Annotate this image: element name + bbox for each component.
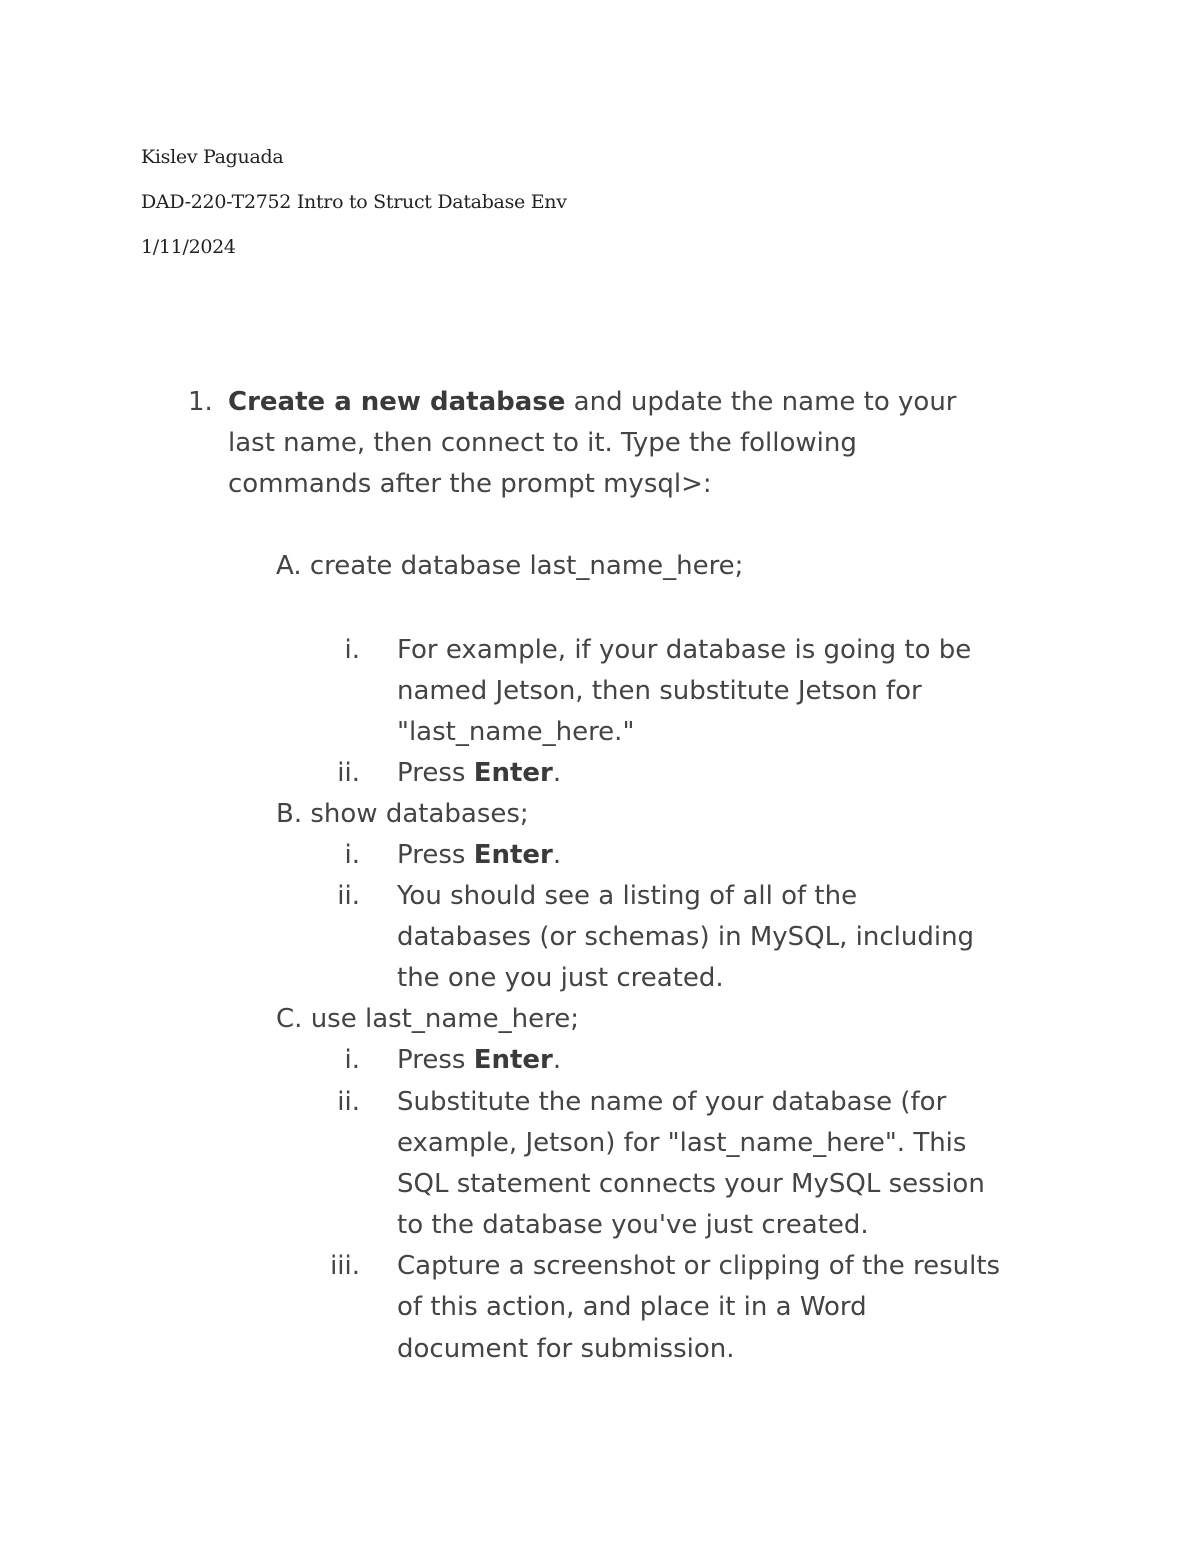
step-1-line-2: last name, then connect to it. Type the following	[228, 428, 857, 458]
item-line: to the database you've just created.	[397, 1210, 869, 1240]
item-line: document for submission.	[397, 1334, 735, 1364]
item-marker: i.	[344, 1045, 360, 1075]
sql-command: create database last_name_here;	[309, 551, 744, 581]
item-marker: ii.	[337, 1087, 360, 1117]
item-line: of this action, and place it in a Word	[397, 1292, 867, 1322]
item-marker: i.	[344, 840, 360, 870]
sql-command: use last_name_here;	[310, 1004, 579, 1034]
step-1-bold-lead: Create a new database	[228, 387, 566, 417]
item-line: named Jetson, then substitute Jetson for	[397, 676, 922, 706]
item-line: Capture a screenshot or clipping of the results	[397, 1251, 1001, 1281]
item-line: the one you just created.	[397, 963, 724, 993]
step-1-line-3: commands after the prompt mysql>:	[228, 469, 712, 499]
substep-a	[276, 549, 743, 583]
item-line: example, Jetson) for "last_name_here". This	[397, 1128, 967, 1158]
sql-command: show databases;	[310, 799, 529, 829]
step-1-lead	[228, 385, 957, 419]
enter-key-label: Enter	[473, 758, 553, 788]
item-line: Substitute the name of your database (for	[397, 1087, 947, 1117]
item-marker: iii.	[330, 1251, 360, 1281]
press-enter-instruction: Press Enter.	[397, 758, 562, 788]
substep-c	[276, 1002, 579, 1036]
substep-marker: B.	[276, 799, 303, 829]
item-line: For example, if your database is going to be	[397, 635, 972, 665]
item-marker: ii.	[337, 758, 360, 788]
substep-marker: C.	[276, 1004, 303, 1034]
author-name: Kislev Paguada	[141, 146, 284, 168]
item-marker: ii.	[337, 881, 360, 911]
enter-key-label: Enter	[473, 1045, 553, 1075]
step-number: 1.	[188, 387, 213, 417]
item-line: You should see a listing of all of the	[397, 881, 858, 911]
enter-key-label: Enter	[473, 840, 553, 870]
substep-marker: A.	[276, 551, 302, 581]
document-date: 1/11/2024	[141, 236, 236, 258]
item-marker: i.	[344, 635, 360, 665]
item-line: SQL statement connects your MySQL session	[397, 1169, 985, 1199]
step-1-lead-rest: and update the name to your	[565, 387, 957, 417]
item-line: "last_name_here."	[397, 717, 635, 747]
press-enter-instruction: Press Enter.	[397, 840, 562, 870]
course-title: DAD-220-T2752 Intro to Struct Database Env	[141, 191, 567, 213]
item-line: databases (or schemas) in MySQL, including	[397, 922, 975, 952]
press-enter-instruction: Press Enter.	[397, 1045, 562, 1075]
substep-b	[276, 797, 529, 831]
